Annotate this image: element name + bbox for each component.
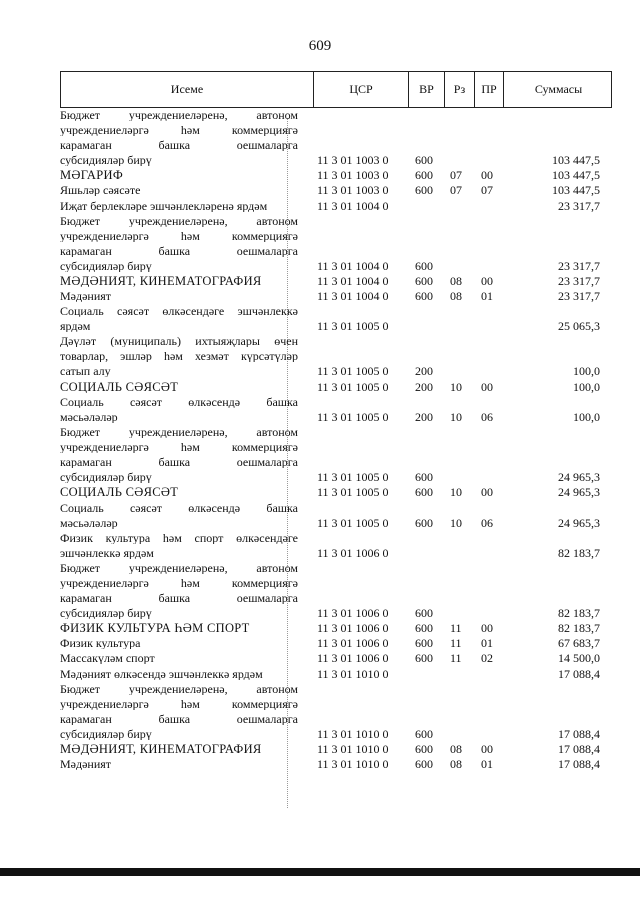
row-sum: 17 088,4 bbox=[558, 726, 600, 741]
row-sum: 24 965,3 bbox=[558, 485, 600, 500]
row-sum: 25 065,3 bbox=[558, 319, 600, 334]
row-csr: 11 3 01 1005 0 bbox=[317, 409, 389, 424]
row-csr: 11 3 01 1010 0 bbox=[317, 726, 389, 741]
row-name bbox=[60, 289, 298, 304]
row-rz: 08 bbox=[450, 274, 462, 289]
row-name-line: Бюджет учреждениеләренә, автоном bbox=[60, 683, 298, 695]
row-name bbox=[60, 561, 298, 621]
table-row bbox=[60, 395, 612, 425]
row-pr: 06 bbox=[481, 409, 493, 424]
row-name bbox=[60, 485, 298, 500]
table-row bbox=[60, 304, 612, 334]
row-vr: 600 bbox=[415, 485, 433, 500]
row-name-line: ярдәм bbox=[60, 321, 91, 333]
table-row bbox=[60, 501, 612, 531]
row-name-line: Дәүләт (муниципаль) ихтыяҗлары өчен bbox=[60, 336, 298, 348]
row-rz: 07 bbox=[450, 183, 462, 198]
row-name-line: товарлар, эшләр һәм хезмәт күрсәтүләр bbox=[60, 351, 298, 363]
row-vr: 600 bbox=[415, 289, 433, 304]
row-sum: 24 965,3 bbox=[558, 515, 600, 530]
row-name-line: Яшьләр сәясәте bbox=[60, 185, 141, 197]
row-name-line: субсидияләр бирү bbox=[60, 607, 152, 619]
row-name-line: учреждениеләргә һәм коммерциягә bbox=[60, 698, 298, 710]
row-name-line: Физик культура bbox=[60, 638, 141, 650]
row-rz: 08 bbox=[450, 757, 462, 772]
table-row bbox=[60, 334, 612, 379]
row-csr: 11 3 01 1003 0 bbox=[317, 183, 389, 198]
row-name-line: МӘДӘНИЯТ, КИНЕМАТОГРАФИЯ bbox=[60, 744, 262, 756]
header-rz: Рз bbox=[444, 72, 474, 107]
row-name-line: учреждениеләргә һәм коммерциягә bbox=[60, 577, 298, 589]
table-row bbox=[60, 651, 612, 666]
row-pr: 00 bbox=[481, 742, 493, 757]
row-rz: 07 bbox=[450, 168, 462, 183]
row-name bbox=[60, 621, 298, 636]
table-row bbox=[60, 380, 612, 395]
row-pr: 06 bbox=[481, 515, 493, 530]
row-csr: 11 3 01 1005 0 bbox=[317, 485, 389, 500]
table-row bbox=[60, 757, 612, 772]
row-name bbox=[60, 667, 298, 682]
row-rz: 11 bbox=[450, 651, 462, 666]
row-name bbox=[60, 214, 298, 274]
header-sum: Суммасы bbox=[503, 72, 613, 107]
row-rz: 10 bbox=[450, 485, 462, 500]
row-name-line: Мәдәният bbox=[60, 759, 112, 771]
row-name-line: субсидияләр бирү bbox=[60, 260, 152, 272]
table-row bbox=[60, 485, 612, 500]
row-csr: 11 3 01 1003 0 bbox=[317, 153, 389, 167]
row-pr: 01 bbox=[481, 289, 493, 304]
table-body bbox=[60, 108, 612, 772]
row-vr: 600 bbox=[415, 621, 433, 636]
row-rz: 11 bbox=[450, 621, 462, 636]
row-name bbox=[60, 183, 298, 198]
row-name-line: карамаган башка оешмаларга bbox=[60, 140, 298, 151]
row-vr: 600 bbox=[415, 183, 433, 198]
row-name-line: СОЦИАЛЬ СӘЯСӘТ bbox=[60, 487, 179, 499]
table-row bbox=[60, 183, 612, 198]
header-pr: ПР bbox=[474, 72, 503, 107]
row-csr: 11 3 01 1004 0 bbox=[317, 289, 389, 304]
row-name bbox=[60, 274, 298, 289]
row-name bbox=[60, 531, 298, 561]
row-name-line: субсидияләр бирү bbox=[60, 472, 152, 484]
row-pr: 02 bbox=[481, 651, 493, 666]
row-name-line: Мәдәният bbox=[60, 291, 112, 303]
row-vr: 600 bbox=[415, 726, 433, 741]
row-pr: 01 bbox=[481, 636, 493, 651]
table-row bbox=[60, 742, 612, 757]
row-name-line: Социаль сәясәт өлкәсендә башка bbox=[60, 502, 298, 514]
row-name bbox=[60, 757, 298, 772]
row-csr: 11 3 01 1005 0 bbox=[317, 470, 389, 485]
row-csr: 11 3 01 1004 0 bbox=[317, 198, 389, 213]
row-name-line: МӘГАРИФ bbox=[60, 170, 123, 182]
row-sum: 17 088,4 bbox=[558, 666, 600, 681]
row-sum: 67 683,7 bbox=[558, 636, 600, 651]
row-name-line: СОЦИАЛЬ СӘЯСӘТ bbox=[60, 381, 179, 393]
row-csr: 11 3 01 1010 0 bbox=[317, 666, 389, 681]
table-row bbox=[60, 425, 612, 485]
row-vr: 600 bbox=[415, 153, 433, 167]
table-header bbox=[60, 71, 612, 108]
row-sum: 23 317,7 bbox=[558, 198, 600, 213]
table-row bbox=[60, 531, 612, 561]
row-vr: 600 bbox=[415, 605, 433, 620]
row-csr: 11 3 01 1006 0 bbox=[317, 651, 389, 666]
row-name-line: Массакүләм спорт bbox=[60, 653, 155, 665]
table-row bbox=[60, 214, 612, 274]
row-vr: 600 bbox=[415, 757, 433, 772]
row-csr: 11 3 01 1010 0 bbox=[317, 757, 389, 772]
row-pr: 00 bbox=[481, 621, 493, 636]
row-sum: 23 317,7 bbox=[558, 274, 600, 289]
row-vr: 600 bbox=[415, 742, 433, 757]
row-sum: 14 500,0 bbox=[558, 651, 600, 666]
row-csr: 11 3 01 1005 0 bbox=[317, 515, 389, 530]
row-name-line: Бюджет учреждениеләренә, автоном bbox=[60, 427, 298, 439]
row-name bbox=[60, 682, 298, 742]
table-row bbox=[60, 199, 612, 214]
row-name-line: Мәдәният өлкәсендә эшчәнлеккә ярдәм bbox=[60, 668, 263, 680]
row-sum: 24 965,3 bbox=[558, 470, 600, 485]
row-name-line: учреждениеләргә һәм коммерциягә bbox=[60, 230, 298, 242]
row-vr: 200 bbox=[415, 379, 433, 394]
row-rz: 10 bbox=[450, 409, 462, 424]
row-name-line: карамаган башка оешмаларга bbox=[60, 713, 298, 725]
table-row bbox=[60, 168, 612, 183]
table-row bbox=[60, 274, 612, 289]
row-vr: 600 bbox=[415, 636, 433, 651]
row-csr: 11 3 01 1004 0 bbox=[317, 258, 389, 273]
row-name-line: карамаган башка оешмаларга bbox=[60, 592, 298, 604]
row-name bbox=[60, 636, 298, 651]
row-csr: 11 3 01 1006 0 bbox=[317, 545, 389, 560]
row-name bbox=[60, 108, 298, 168]
row-sum: 82 183,7 bbox=[558, 545, 600, 560]
row-sum: 100,0 bbox=[573, 379, 600, 394]
table-row bbox=[60, 108, 612, 168]
row-name-line: Иҗат берлекләре эшчәнлекләренә ярдәм bbox=[60, 200, 268, 212]
row-name-line: мәсьәләләр bbox=[60, 517, 118, 529]
row-sum: 17 088,4 bbox=[558, 742, 600, 757]
row-name bbox=[60, 199, 298, 214]
row-name-line: субсидияләр бирү bbox=[60, 728, 152, 740]
row-rz: 08 bbox=[450, 289, 462, 304]
table-row bbox=[60, 682, 612, 742]
table-row bbox=[60, 289, 612, 304]
row-vr: 600 bbox=[415, 470, 433, 485]
row-name bbox=[60, 304, 298, 334]
row-vr: 600 bbox=[415, 274, 433, 289]
row-vr: 200 bbox=[415, 409, 433, 424]
row-name-line: Бюджет учреждениеләренә, автоном bbox=[60, 110, 298, 121]
row-vr: 600 bbox=[415, 258, 433, 273]
row-name-line: субсидияләр бирү bbox=[60, 155, 152, 166]
row-sum: 23 317,7 bbox=[558, 289, 600, 304]
row-name bbox=[60, 168, 298, 183]
row-csr: 11 3 01 1003 0 bbox=[317, 168, 389, 183]
row-name-line: карамаган башка оешмаларга bbox=[60, 457, 298, 469]
row-name bbox=[60, 651, 298, 666]
row-name bbox=[60, 395, 298, 425]
table-row bbox=[60, 636, 612, 651]
row-pr: 00 bbox=[481, 168, 493, 183]
row-name-line: карамаган башка оешмаларга bbox=[60, 245, 298, 257]
row-name-line: эшчәнлеккә ярдәм bbox=[60, 547, 154, 559]
row-name-line: ФИЗИК КУЛЬТУРА ҺӘМ СПОРТ bbox=[60, 623, 250, 635]
row-csr: 11 3 01 1006 0 bbox=[317, 621, 389, 636]
row-sum: 82 183,7 bbox=[558, 621, 600, 636]
row-name-line: Бюджет учреждениеләренә, автоном bbox=[60, 215, 298, 227]
row-pr: 00 bbox=[481, 485, 493, 500]
row-csr: 11 3 01 1005 0 bbox=[317, 364, 389, 379]
row-csr: 11 3 01 1004 0 bbox=[317, 274, 389, 289]
row-sum: 82 183,7 bbox=[558, 605, 600, 620]
header-vr: ВР bbox=[408, 72, 444, 107]
row-vr: 600 bbox=[415, 168, 433, 183]
header-name: Исеме bbox=[170, 82, 204, 96]
row-sum: 17 088,4 bbox=[558, 757, 600, 772]
page-number: 609 bbox=[308, 38, 332, 54]
row-sum: 23 317,7 bbox=[558, 258, 600, 273]
row-rz: 11 bbox=[450, 636, 462, 651]
row-pr: 00 bbox=[481, 379, 493, 394]
row-name-line: учреждениеләргә һәм коммерциягә bbox=[60, 442, 298, 454]
row-pr: 00 bbox=[481, 274, 493, 289]
row-vr: 600 bbox=[415, 515, 433, 530]
row-name-line: Бюджет учреждениеләренә, автоном bbox=[60, 562, 298, 574]
row-csr: 11 3 01 1006 0 bbox=[317, 605, 389, 620]
row-name bbox=[60, 425, 298, 485]
row-pr: 01 bbox=[481, 757, 493, 772]
row-name-line: мәсьәләләр bbox=[60, 411, 118, 423]
row-name bbox=[60, 334, 298, 379]
row-sum: 100,0 bbox=[573, 409, 600, 424]
row-pr: 07 bbox=[481, 183, 493, 198]
table-row bbox=[60, 621, 612, 636]
row-name bbox=[60, 742, 298, 757]
header-csr: ЦСР bbox=[313, 72, 408, 107]
scan-border bbox=[0, 868, 640, 876]
table-row bbox=[60, 667, 612, 682]
row-csr: 11 3 01 1006 0 bbox=[317, 636, 389, 651]
row-name-line: учреждениеләргә һәм коммерциягә bbox=[60, 125, 298, 136]
row-vr: 600 bbox=[415, 651, 433, 666]
row-name-line: Социаль сәясәт өлкәсендә башка bbox=[60, 396, 298, 408]
row-sum: 100,0 bbox=[573, 364, 600, 379]
row-sum: 103 447,5 bbox=[552, 183, 600, 198]
row-csr: 11 3 01 1010 0 bbox=[317, 742, 389, 757]
row-sum: 103 447,5 bbox=[552, 168, 600, 183]
row-csr: 11 3 01 1005 0 bbox=[317, 379, 389, 394]
row-vr: 200 bbox=[415, 364, 433, 379]
row-sum: 103 447,5 bbox=[552, 153, 600, 167]
row-rz: 10 bbox=[450, 379, 462, 394]
row-name bbox=[60, 501, 298, 531]
row-rz: 08 bbox=[450, 742, 462, 757]
row-name-line: МӘДӘНИЯТ, КИНЕМАТОГРАФИЯ bbox=[60, 276, 262, 288]
row-rz: 10 bbox=[450, 515, 462, 530]
row-name bbox=[60, 380, 298, 395]
table-row bbox=[60, 561, 612, 621]
row-csr: 11 3 01 1005 0 bbox=[317, 319, 389, 334]
row-name-line: Социаль сәясәт өлкәсендәге эшчәнлеккә bbox=[60, 306, 298, 318]
row-name-line: сатып алу bbox=[60, 366, 111, 378]
row-name-line: Физик культура һәм спорт өлкәсендәге bbox=[60, 532, 298, 544]
